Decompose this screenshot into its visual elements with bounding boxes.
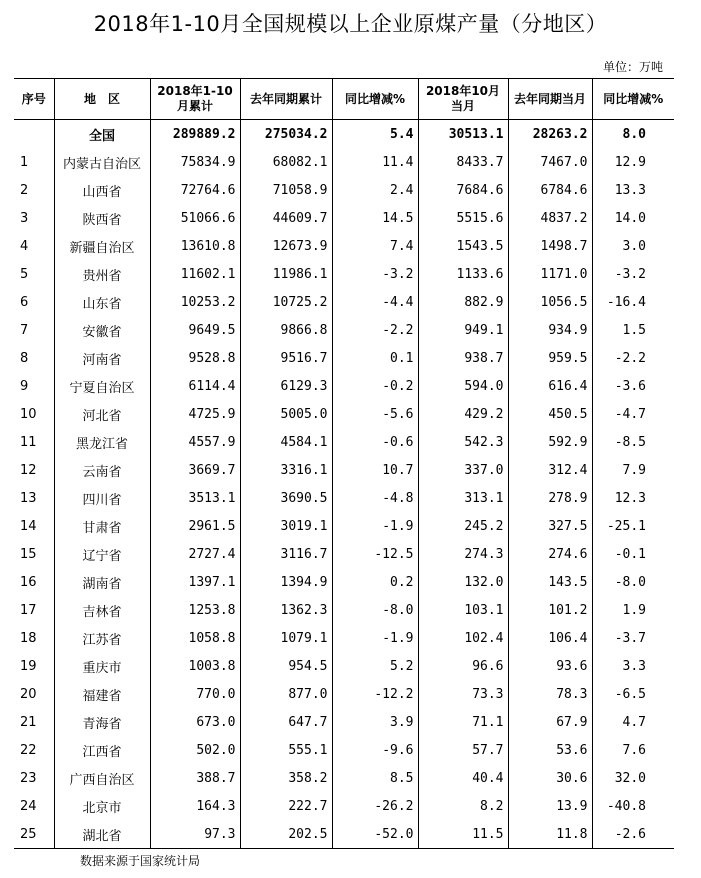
table-cell-cumulative-prev: 10725.2 — [240, 288, 332, 316]
table-cell-region: 全国 — [54, 120, 150, 149]
unit-label: 单位：万吨 — [602, 60, 663, 74]
table-cell-cumulative-yoy: 3.9 — [332, 708, 418, 736]
table-cell-cumulative-prev: 954.5 — [240, 652, 332, 680]
table-cell-month: 8.2 — [418, 792, 508, 820]
table-cell-cumulative: 673.0 — [150, 708, 240, 736]
table-cell-region: 贵州省 — [54, 260, 150, 288]
table-cell-index: 16 — [14, 568, 54, 596]
table-cell-cumulative-prev: 877.0 — [240, 680, 332, 708]
table-cell-cumulative-yoy: -3.2 — [332, 260, 418, 288]
table-row — [14, 624, 674, 652]
table-cell-region: 福建省 — [54, 680, 150, 708]
table-cell-cumulative-prev: 3690.5 — [240, 484, 332, 512]
table-cell-index: 11 — [14, 428, 54, 456]
table-cell-region: 甘肃省 — [54, 512, 150, 540]
table-cell-month: 882.9 — [418, 288, 508, 316]
table-cell-cumulative: 1058.8 — [150, 624, 240, 652]
table-cell-month: 7684.6 — [418, 176, 508, 204]
table-cell-cumulative: 6114.4 — [150, 372, 240, 400]
table-cell-month-prev: 78.3 — [508, 680, 592, 708]
table-cell-month: 1133.6 — [418, 260, 508, 288]
table-cell-month-yoy: 32.0 — [592, 764, 674, 792]
table-cell-month: 103.1 — [418, 596, 508, 624]
table-cell-region: 内蒙古自治区 — [54, 148, 150, 176]
table-cell-cumulative: 1253.8 — [150, 596, 240, 624]
table-row — [14, 792, 674, 820]
table-row — [14, 456, 674, 484]
table-cell-month: 337.0 — [418, 456, 508, 484]
table-cell-cumulative: 164.3 — [150, 792, 240, 820]
table-cell-month-prev: 278.9 — [508, 484, 592, 512]
table-row — [14, 288, 674, 316]
table-cell-month-yoy: -4.7 — [592, 400, 674, 428]
table-row — [14, 316, 674, 344]
table-cell-month-prev: 1171.0 — [508, 260, 592, 288]
table-row — [14, 540, 674, 568]
table-cell-month-yoy: -25.1 — [592, 512, 674, 540]
table-cell-cumulative-prev: 3019.1 — [240, 512, 332, 540]
table-cell-month-prev: 67.9 — [508, 708, 592, 736]
table-cell-index: 18 — [14, 624, 54, 652]
table-cell-cumulative: 4725.9 — [150, 400, 240, 428]
table-cell-cumulative-prev: 71058.9 — [240, 176, 332, 204]
table-cell-month-yoy: -8.0 — [592, 568, 674, 596]
table-cell-cumulative: 9649.5 — [150, 316, 240, 344]
table-cell-cumulative-prev: 275034.2 — [240, 120, 332, 149]
table-cell-month-yoy: -6.5 — [592, 680, 674, 708]
table-cell-index: 12 — [14, 456, 54, 484]
table-cell-cumulative-yoy: -8.0 — [332, 596, 418, 624]
table-cell-index: 14 — [14, 512, 54, 540]
table-cell-month-prev: 53.6 — [508, 736, 592, 764]
table-cell-month-yoy: -8.5 — [592, 428, 674, 456]
table-cell-region: 河北省 — [54, 400, 150, 428]
table-cell-month: 96.6 — [418, 652, 508, 680]
table-cell-month-prev: 274.6 — [508, 540, 592, 568]
table-cell-cumulative-prev: 1394.9 — [240, 568, 332, 596]
table-cell-month-yoy: -40.8 — [592, 792, 674, 820]
table-cell-cumulative-prev: 3116.7 — [240, 540, 332, 568]
table-row — [14, 512, 674, 540]
table-cell-cumulative: 97.3 — [150, 820, 240, 849]
table-cell-index: 24 — [14, 792, 54, 820]
table-cell-cumulative: 2961.5 — [150, 512, 240, 540]
table-cell-cumulative: 13610.8 — [150, 232, 240, 260]
col-header-cumulative: 2018年1-10月累计 — [150, 79, 240, 120]
table-cell-month-yoy: 1.9 — [592, 596, 674, 624]
table-cell-cumulative: 10253.2 — [150, 288, 240, 316]
table-cell-region: 宁夏自治区 — [54, 372, 150, 400]
table-cell-month-prev: 959.5 — [508, 344, 592, 372]
table-cell-cumulative-prev: 555.1 — [240, 736, 332, 764]
table-cell-cumulative-yoy: 14.5 — [332, 204, 418, 232]
total-row — [14, 120, 674, 149]
table-row — [14, 736, 674, 764]
table-cell-month-yoy: 7.9 — [592, 456, 674, 484]
table-cell-cumulative-yoy: -26.2 — [332, 792, 418, 820]
table-cell-region: 江西省 — [54, 736, 150, 764]
table-cell-cumulative: 2727.4 — [150, 540, 240, 568]
table-row — [14, 148, 674, 176]
table-cell-cumulative-prev: 202.5 — [240, 820, 332, 849]
table-cell-month-prev: 101.2 — [508, 596, 592, 624]
table-cell-region: 北京市 — [54, 792, 150, 820]
table-cell-month-yoy: -2.6 — [592, 820, 674, 849]
table-cell-month: 938.7 — [418, 344, 508, 372]
table-row — [14, 204, 674, 232]
table-row — [14, 428, 674, 456]
table-cell-index: 17 — [14, 596, 54, 624]
table-cell-cumulative: 770.0 — [150, 680, 240, 708]
table-cell-cumulative: 9528.8 — [150, 344, 240, 372]
table-cell-region: 重庆市 — [54, 652, 150, 680]
table-cell-month-prev: 7467.0 — [508, 148, 592, 176]
table-cell-month-prev: 592.9 — [508, 428, 592, 456]
table-cell-month: 245.2 — [418, 512, 508, 540]
table-cell-cumulative: 388.7 — [150, 764, 240, 792]
table-cell-region: 辽宁省 — [54, 540, 150, 568]
table-cell-month-prev: 11.8 — [508, 820, 592, 849]
table-cell-cumulative: 3669.7 — [150, 456, 240, 484]
table-cell-month-yoy: 14.0 — [592, 204, 674, 232]
table-cell-month-yoy: -3.2 — [592, 260, 674, 288]
table-cell-index: 20 — [14, 680, 54, 708]
table-cell-index: 13 — [14, 484, 54, 512]
table-cell-region: 陕西省 — [54, 204, 150, 232]
table-cell-cumulative-yoy: 0.2 — [332, 568, 418, 596]
production-table — [14, 78, 674, 849]
table-cell-month: 8433.7 — [418, 148, 508, 176]
table-cell-region: 江苏省 — [54, 624, 150, 652]
table-cell-month-prev: 4837.2 — [508, 204, 592, 232]
table-cell-month-prev: 327.5 — [508, 512, 592, 540]
table-cell-cumulative-yoy: -0.2 — [332, 372, 418, 400]
table-cell-cumulative-yoy: -0.6 — [332, 428, 418, 456]
table-cell-month: 73.3 — [418, 680, 508, 708]
table-cell-month-prev: 28263.2 — [508, 120, 592, 149]
table-cell-month-yoy: -2.2 — [592, 344, 674, 372]
table-cell-cumulative-prev: 68082.1 — [240, 148, 332, 176]
table-cell-cumulative-prev: 358.2 — [240, 764, 332, 792]
table-cell-index: 7 — [14, 316, 54, 344]
table-cell-cumulative: 4557.9 — [150, 428, 240, 456]
table-cell-index: 25 — [14, 820, 54, 849]
table-cell-month: 313.1 — [418, 484, 508, 512]
table-row — [14, 820, 674, 849]
table-cell-month-prev: 312.4 — [508, 456, 592, 484]
table-row — [14, 400, 674, 428]
table-cell-region: 河南省 — [54, 344, 150, 372]
table-cell-month-prev: 30.6 — [508, 764, 592, 792]
table-cell-cumulative-yoy: -12.2 — [332, 680, 418, 708]
table-cell-cumulative: 1397.1 — [150, 568, 240, 596]
table-cell-cumulative-yoy: 10.7 — [332, 456, 418, 484]
table-cell-month-yoy: -16.4 — [592, 288, 674, 316]
table-cell-index: 22 — [14, 736, 54, 764]
table-cell-month-yoy: 7.6 — [592, 736, 674, 764]
table-cell-cumulative-yoy: -52.0 — [332, 820, 418, 849]
table-cell-cumulative: 11602.1 — [150, 260, 240, 288]
table-cell-region: 安徽省 — [54, 316, 150, 344]
table-cell-index: 8 — [14, 344, 54, 372]
table-cell-index: 9 — [14, 372, 54, 400]
table-cell-month: 274.3 — [418, 540, 508, 568]
table-cell-month: 40.4 — [418, 764, 508, 792]
table-cell-cumulative: 75834.9 — [150, 148, 240, 176]
table-cell-index: 2 — [14, 176, 54, 204]
table-cell-cumulative-yoy: 7.4 — [332, 232, 418, 260]
table-cell-index: 4 — [14, 232, 54, 260]
table-cell-cumulative: 72764.6 — [150, 176, 240, 204]
table-cell-month-yoy: 1.5 — [592, 316, 674, 344]
table-cell-month-yoy: 12.3 — [592, 484, 674, 512]
table-cell-cumulative-yoy: 5.4 — [332, 120, 418, 149]
table-cell-cumulative-prev: 1079.1 — [240, 624, 332, 652]
table-cell-index: 21 — [14, 708, 54, 736]
table-cell-region: 湖南省 — [54, 568, 150, 596]
table-cell-month-yoy: 8.0 — [592, 120, 674, 149]
col-header-cumulative-yoy: 同比增减% — [332, 79, 418, 120]
table-cell-cumulative: 3513.1 — [150, 484, 240, 512]
table-cell-month-yoy: 12.9 — [592, 148, 674, 176]
table-cell-cumulative: 1003.8 — [150, 652, 240, 680]
table-cell-region: 广西自治区 — [54, 764, 150, 792]
table-cell-cumulative-prev: 222.7 — [240, 792, 332, 820]
table-cell-month: 949.1 — [418, 316, 508, 344]
table-cell-month: 542.3 — [418, 428, 508, 456]
table-cell-region: 黑龙江省 — [54, 428, 150, 456]
col-header-month-prev: 去年同期当月 — [508, 79, 592, 120]
table-cell-region: 湖北省 — [54, 820, 150, 849]
col-header-cumulative-prev: 去年同期累计 — [240, 79, 332, 120]
table-cell-month: 5515.6 — [418, 204, 508, 232]
table-cell-month: 11.5 — [418, 820, 508, 849]
table-cell-month-prev: 93.6 — [508, 652, 592, 680]
table-cell-cumulative-yoy: -4.8 — [332, 484, 418, 512]
table-cell-region: 青海省 — [54, 708, 150, 736]
col-header-region: 地 区 — [54, 79, 150, 120]
table-cell-cumulative-prev: 4584.1 — [240, 428, 332, 456]
table-cell-region: 新疆自治区 — [54, 232, 150, 260]
page-title: 2018年1-10月全国规模以上企业原煤产量（分地区） — [93, 12, 608, 36]
table-cell-cumulative-yoy: 8.5 — [332, 764, 418, 792]
table-cell-month-yoy: -3.6 — [592, 372, 674, 400]
table-row — [14, 680, 674, 708]
table-cell-month-yoy: 3.3 — [592, 652, 674, 680]
table-cell-cumulative-yoy: -1.9 — [332, 512, 418, 540]
table-cell-cumulative-prev: 5005.0 — [240, 400, 332, 428]
table-cell-month: 132.0 — [418, 568, 508, 596]
table-cell-index: 19 — [14, 652, 54, 680]
table-cell-cumulative-yoy: -12.5 — [332, 540, 418, 568]
table-cell-cumulative-yoy: -9.6 — [332, 736, 418, 764]
table-row — [14, 232, 674, 260]
table-cell-month-prev: 616.4 — [508, 372, 592, 400]
table-cell-cumulative-prev: 6129.3 — [240, 372, 332, 400]
table-cell-index: 10 — [14, 400, 54, 428]
table-cell-month: 594.0 — [418, 372, 508, 400]
table-cell-month-prev: 450.5 — [508, 400, 592, 428]
table-cell-month-prev: 13.9 — [508, 792, 592, 820]
table-cell-index: 23 — [14, 764, 54, 792]
table-cell-cumulative-prev: 9516.7 — [240, 344, 332, 372]
table-row — [14, 372, 674, 400]
table-cell-cumulative-prev: 647.7 — [240, 708, 332, 736]
col-header-month-yoy: 同比增减% — [592, 79, 674, 120]
table-cell-month-yoy: -3.7 — [592, 624, 674, 652]
table-cell-cumulative-yoy: 11.4 — [332, 148, 418, 176]
table-cell-month-prev: 106.4 — [508, 624, 592, 652]
table-cell-month-prev: 6784.6 — [508, 176, 592, 204]
table-cell-month-yoy: -0.1 — [592, 540, 674, 568]
table-cell-cumulative-prev: 12673.9 — [240, 232, 332, 260]
table-cell-region: 山东省 — [54, 288, 150, 316]
data-source-note: 数据来源于国家统计局 — [80, 854, 201, 868]
table-cell-month: 57.7 — [418, 736, 508, 764]
table-cell-month-prev: 143.5 — [508, 568, 592, 596]
table-cell-region: 山西省 — [54, 176, 150, 204]
table-cell-cumulative-yoy: 5.2 — [332, 652, 418, 680]
table-cell-month-yoy: 13.3 — [592, 176, 674, 204]
table-cell-index: 15 — [14, 540, 54, 568]
table-cell-cumulative-prev: 44609.7 — [240, 204, 332, 232]
table-cell-region: 云南省 — [54, 456, 150, 484]
table-cell-region: 四川省 — [54, 484, 150, 512]
table-cell-cumulative: 502.0 — [150, 736, 240, 764]
table-cell-cumulative: 51066.6 — [150, 204, 240, 232]
table-cell-month-yoy: 4.7 — [592, 708, 674, 736]
table-cell-month-prev: 1498.7 — [508, 232, 592, 260]
table-row — [14, 596, 674, 624]
table-cell-month: 30513.1 — [418, 120, 508, 149]
table-cell-month: 1543.5 — [418, 232, 508, 260]
table-cell-cumulative-prev: 9866.8 — [240, 316, 332, 344]
table-cell-index — [14, 120, 54, 149]
table-cell-cumulative-yoy: -5.6 — [332, 400, 418, 428]
table-cell-index: 3 — [14, 204, 54, 232]
table-cell-month-prev: 1056.5 — [508, 288, 592, 316]
col-header-month: 2018年10月当月 — [418, 79, 508, 120]
table-cell-month-yoy: 3.0 — [592, 232, 674, 260]
table-cell-region: 吉林省 — [54, 596, 150, 624]
table-cell-cumulative-yoy: -1.9 — [332, 624, 418, 652]
header-row — [14, 79, 674, 120]
table-row — [14, 484, 674, 512]
table-cell-cumulative-yoy: 0.1 — [332, 344, 418, 372]
table-row — [14, 176, 674, 204]
table-cell-month: 429.2 — [418, 400, 508, 428]
table-cell-month: 71.1 — [418, 708, 508, 736]
col-header-index: 序号 — [14, 79, 54, 120]
table-cell-index: 1 — [14, 148, 54, 176]
table-cell-cumulative-yoy: 2.4 — [332, 176, 418, 204]
table-cell-index: 5 — [14, 260, 54, 288]
table-cell-month-prev: 934.9 — [508, 316, 592, 344]
table-row — [14, 708, 674, 736]
table-cell-index: 6 — [14, 288, 54, 316]
table-cell-cumulative-prev: 11986.1 — [240, 260, 332, 288]
table-row — [14, 652, 674, 680]
table-row — [14, 260, 674, 288]
table-cell-cumulative: 289889.2 — [150, 120, 240, 149]
table-row — [14, 568, 674, 596]
table-cell-month: 102.4 — [418, 624, 508, 652]
table-cell-cumulative-prev: 1362.3 — [240, 596, 332, 624]
table-cell-cumulative-yoy: -4.4 — [332, 288, 418, 316]
table-row — [14, 764, 674, 792]
table-row — [14, 344, 674, 372]
table-cell-cumulative-prev: 3316.1 — [240, 456, 332, 484]
table-cell-cumulative-yoy: -2.2 — [332, 316, 418, 344]
